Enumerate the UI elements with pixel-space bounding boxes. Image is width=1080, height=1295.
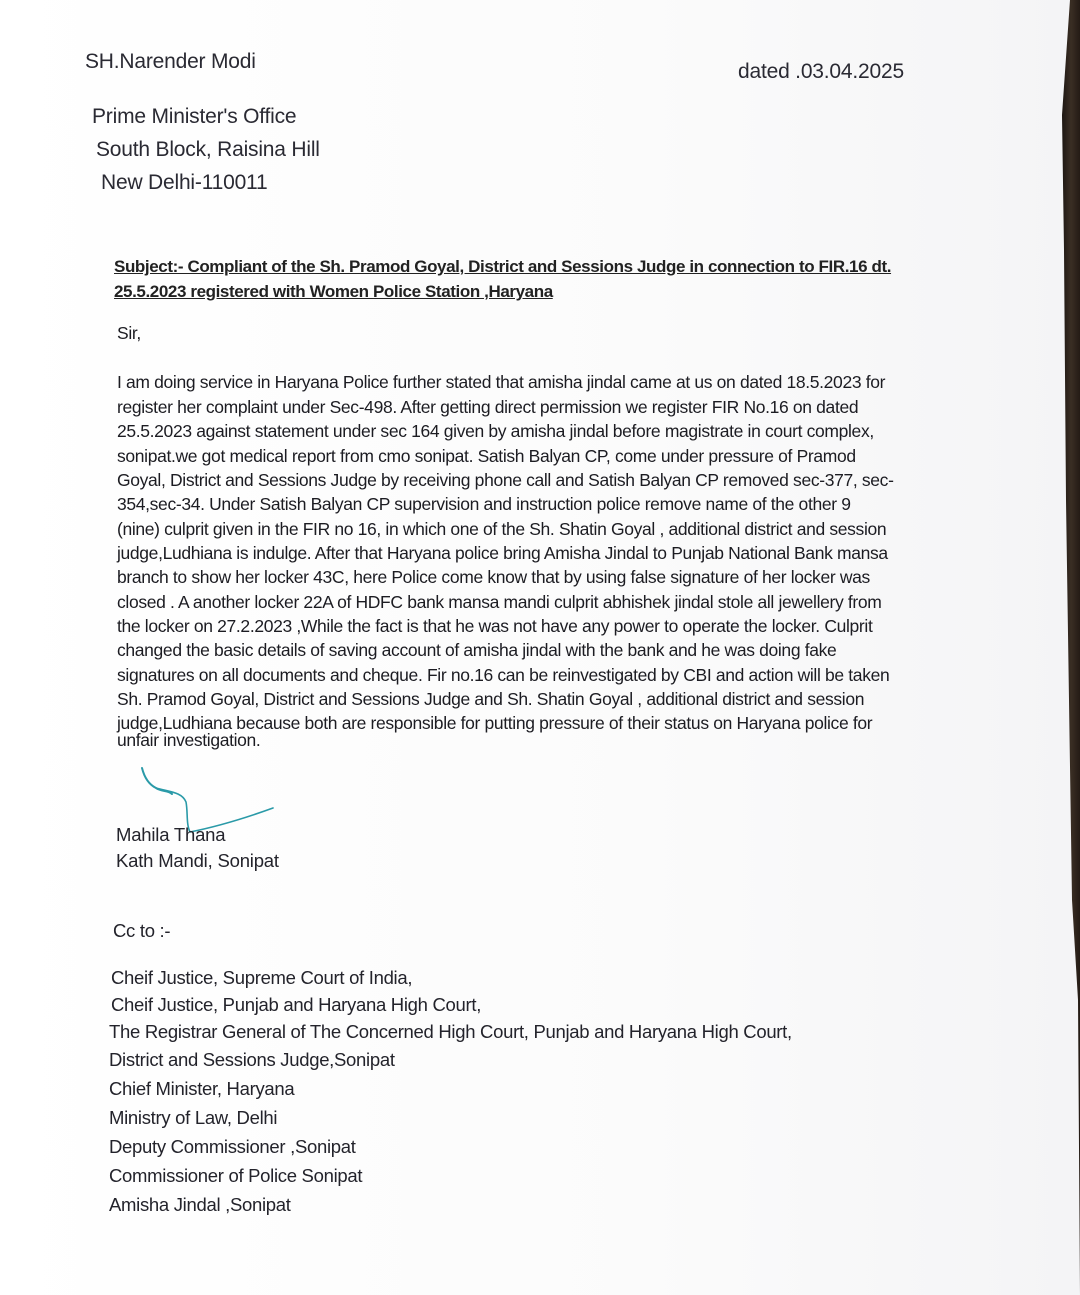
body-line: Goyal, District and Sessions Judge by receiving phone call and Satish Balyan CP removed sec-377, sec- [117,470,894,490]
cc-item: District and Sessions Judge,Sonipat [109,1049,395,1070]
body-line: 354,sec-34. Under Satish Balyan CP supervision and instruction police remove name of the other 9 [117,494,851,514]
signature-line-1: Mahila Thana [116,824,226,845]
background-surface-edge [1020,0,1080,1295]
letter-date: dated .03.04.2025 [738,60,904,83]
cc-heading: Cc to :- [113,920,171,941]
body-line: register her complaint under Sec-498. After getting direct permission we register FIR No.16 on dated [117,397,859,417]
body-line: judge,Ludhiana is indulge. After that Haryana police bring Amisha Jindal to Punjab National Bank mansa [117,543,888,563]
cc-item: The Registrar General of The Concerned High Court, Punjab and Haryana High Court, [109,1021,792,1042]
recipient-name: SH.Narender Modi [85,50,256,73]
body-line: unfair investigation. [117,730,261,750]
body-line: sonipat.we got medical report from cmo sonipat. Satish Balyan CP, come under pressure of Pramod [117,446,856,466]
body-line: the locker on 27.2.2023 ,While the fact is that he was not have any power to operate the locker. Culprit [117,616,873,636]
signature-line-2: Kath Mandi, Sonipat [116,850,279,871]
body-line: signatures on all documents and cheque. Fir no.16 can be reinvestigated by CBI and action will be taken [117,665,890,685]
address-line: Prime Minister's Office [92,105,297,128]
cc-item: Amisha Jindal ,Sonipat [109,1194,291,1215]
body-line: (nine) culprit given in the FIR no 16, in which one of the Sh. Shatin Goyal , additional district and session [117,519,887,539]
body-line: branch to show her locker 43C, here Police come know that by using false signature of her locker was [117,567,870,587]
body-line: 25.5.2023 against statement under sec 164 given by amisha jindal before magistrate in court complex, [117,421,874,441]
body-line: changed the basic details of saving account of amisha jindal with the bank and he was doing fake [117,640,837,660]
body-line: I am doing service in Haryana Police further stated that amisha jindal came at us on dated 18.5.2023 for [117,372,886,392]
cc-item: Ministry of Law, Delhi [109,1107,278,1128]
subject-line: 25.5.2023 registered with Women Police Station ,Haryana [114,282,553,301]
body-line: Sh. Pramod Goyal, District and Sessions Judge and Sh. Shatin Goyal , additional district and session [117,689,865,709]
salutation: Sir, [117,323,141,343]
cc-item: Chief Minister, Haryana [109,1078,295,1099]
cc-item: Commissioner of Police Sonipat [109,1165,363,1186]
subject-line: Subject:- Compliant of the Sh. Pramod Goyal, District and Sessions Judge in connection to FIR.16 dt. [114,257,892,276]
cc-item: Cheif Justice, Punjab and Haryana High Court, [111,994,482,1015]
address-line: New Delhi-110011 [101,171,268,194]
cc-item: Cheif Justice, Supreme Court of India, [111,967,413,988]
address-line: South Block, Raisina Hill [96,138,320,161]
body-line: judge,Ludhiana because both are responsible for putting pressure of their status on Haryana police for [117,713,873,733]
cc-item: Deputy Commissioner ,Sonipat [109,1136,356,1157]
body-line: closed . A another locker 22A of HDFC bank mansa mandi culprit abhishek jindal stole all jewellery from [117,592,882,612]
